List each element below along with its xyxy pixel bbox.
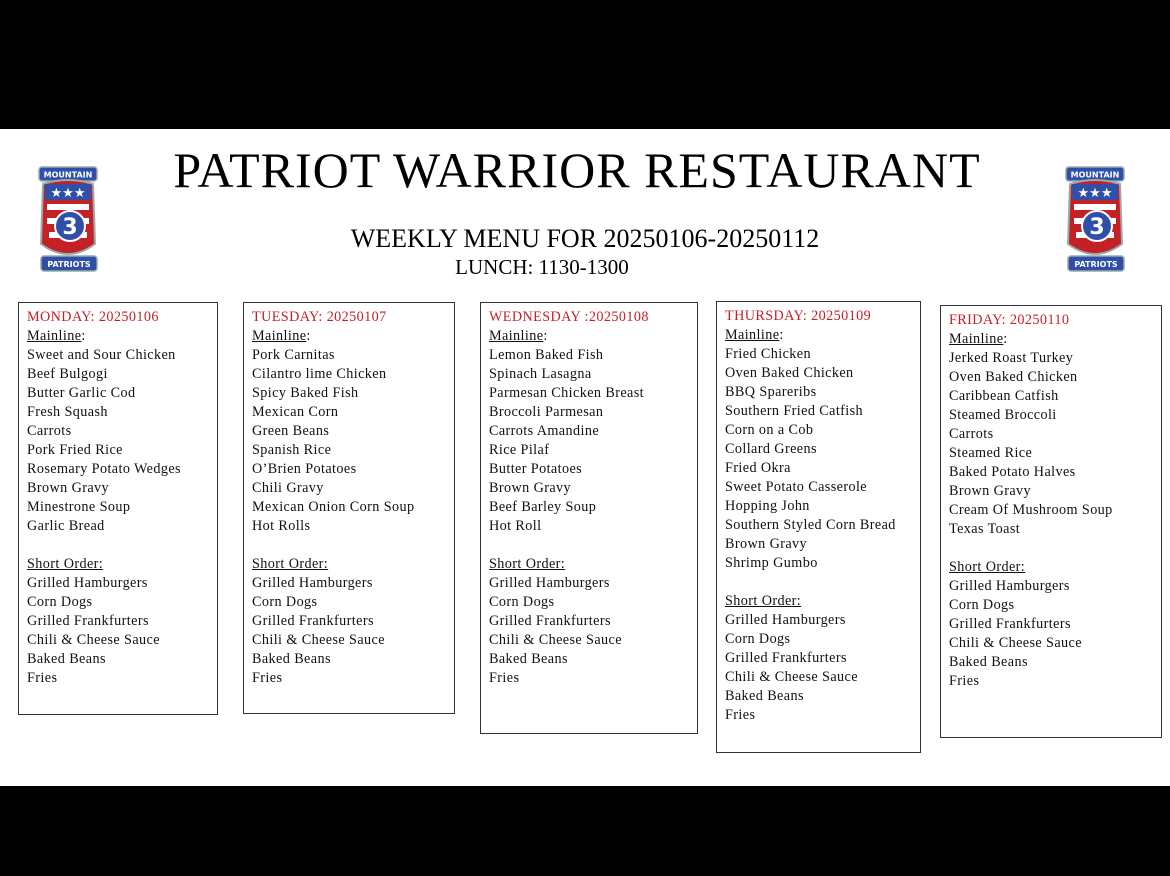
day-title: TUESDAY: 20250107 bbox=[252, 309, 387, 325]
mainline-item: Garlic Bread bbox=[27, 518, 105, 534]
short-order-label: Short Order: bbox=[725, 593, 802, 609]
section-gap bbox=[725, 573, 920, 592]
mainline-label: Mainline bbox=[252, 328, 307, 344]
section-gap bbox=[252, 536, 454, 555]
mainline-item: Steamed Rice bbox=[949, 445, 1033, 461]
day-title: WEDNESDAY :20250108 bbox=[489, 309, 649, 325]
short-order-label: Short Order: bbox=[27, 556, 104, 572]
mainline-item: Steamed Broccoli bbox=[949, 407, 1057, 423]
badge-number: 3 bbox=[1089, 215, 1105, 240]
svg-text:★★★: ★★★ bbox=[1077, 186, 1113, 201]
mainline-item: Southern Styled Corn Bread bbox=[725, 517, 896, 533]
day-column-friday bbox=[940, 305, 1162, 738]
section-gap bbox=[489, 536, 697, 555]
mainline-item: Mexican Corn bbox=[252, 404, 339, 420]
mainline-label: Mainline bbox=[489, 328, 544, 344]
mainline-item: Chili Gravy bbox=[252, 480, 324, 496]
mainline-item: Carrots bbox=[949, 426, 994, 442]
short-order-item: Baked Beans bbox=[252, 651, 331, 667]
mainline-item: O’Brien Potatoes bbox=[252, 461, 357, 477]
mainline-item: Jerked Roast Turkey bbox=[949, 350, 1074, 366]
short-order-item: Chili & Cheese Sauce bbox=[725, 669, 858, 685]
weekly-menu-subtitle: WEEKLY MENU FOR 20250106-20250112 bbox=[350, 224, 820, 253]
short-order-item: Fries bbox=[252, 670, 283, 686]
mainline-item: Pork Carnitas bbox=[252, 347, 335, 363]
mainline-item: Rice Pilaf bbox=[489, 442, 550, 458]
mainline-item: Hopping John bbox=[725, 498, 810, 514]
mainline-item: Oven Baked Chicken bbox=[725, 365, 854, 381]
short-order-item: Corn Dogs bbox=[725, 631, 791, 647]
mainline-label: Mainline bbox=[949, 331, 1004, 347]
short-order-item: Chili & Cheese Sauce bbox=[252, 632, 385, 648]
mainline-item: Butter Potatoes bbox=[489, 461, 583, 477]
mainline-item: Oven Baked Chicken bbox=[949, 369, 1078, 385]
day-title: THURSDAY: 20250109 bbox=[725, 308, 872, 324]
short-order-heading bbox=[489, 555, 697, 574]
short-order-label: Short Order: bbox=[489, 556, 566, 572]
mainline-item: Hot Rolls bbox=[252, 518, 311, 534]
mainline-heading: Mainline: bbox=[489, 328, 548, 344]
mainline-item: Sweet Potato Casserole bbox=[725, 479, 867, 495]
short-order-item: Chili & Cheese Sauce bbox=[27, 632, 160, 648]
mainline-item: Pork Fried Rice bbox=[27, 442, 123, 458]
mainline-item: Lemon Baked Fish bbox=[489, 347, 604, 363]
mainline-item: Collard Greens bbox=[725, 441, 817, 457]
short-order-item: Grilled Frankfurters bbox=[252, 613, 374, 629]
mainline-item: Minestrone Soup bbox=[27, 499, 131, 515]
mainline-item: Spinach Lasagna bbox=[489, 366, 592, 382]
mainline-heading: Mainline: bbox=[949, 331, 1008, 347]
short-order-heading bbox=[27, 555, 217, 574]
short-order-item: Grilled Hamburgers bbox=[27, 575, 148, 591]
short-order-item: Chili & Cheese Sauce bbox=[949, 635, 1082, 651]
section-gap bbox=[27, 536, 217, 555]
mainline-item: Brown Gravy bbox=[949, 483, 1032, 499]
day-column-tuesday bbox=[243, 302, 455, 714]
short-order-item: Fries bbox=[949, 673, 980, 689]
mainline-item: Carrots Amandine bbox=[489, 423, 600, 439]
badge-top-text: MOUNTAIN bbox=[43, 170, 93, 180]
lunch-hours: LUNCH: 1130-1300 bbox=[455, 255, 629, 279]
mainline-item: Butter Garlic Cod bbox=[27, 385, 136, 401]
mainline-item: Beef Barley Soup bbox=[489, 499, 597, 515]
short-order-label: Short Order: bbox=[949, 559, 1026, 575]
badge-number: 3 bbox=[62, 215, 78, 240]
mainline-item: Spanish Rice bbox=[252, 442, 332, 458]
mainline-item: Beef Bulgogi bbox=[27, 366, 108, 382]
mainline-label: Mainline bbox=[27, 328, 82, 344]
short-order-item: Corn Dogs bbox=[252, 594, 318, 610]
short-order-heading bbox=[252, 555, 454, 574]
short-order-heading bbox=[725, 592, 920, 611]
mainline-item: Brown Gravy bbox=[489, 480, 572, 496]
section-gap bbox=[949, 539, 1161, 558]
short-order-item: Grilled Hamburgers bbox=[949, 578, 1070, 594]
day-title: FRIDAY: 20250110 bbox=[949, 312, 1070, 328]
day-title: MONDAY: 20250106 bbox=[27, 309, 159, 325]
short-order-item: Corn Dogs bbox=[27, 594, 93, 610]
mainline-heading: Mainline: bbox=[27, 328, 86, 344]
badge-bottom-text: PATRIOTS bbox=[47, 260, 91, 269]
mainline-item: Hot Roll bbox=[489, 518, 542, 534]
short-order-item: Grilled Frankfurters bbox=[949, 616, 1071, 632]
short-order-item: Grilled Frankfurters bbox=[489, 613, 611, 629]
short-order-item: Corn Dogs bbox=[489, 594, 555, 610]
mainline-item: Brown Gravy bbox=[725, 536, 808, 552]
mainline-heading: Mainline: bbox=[725, 327, 784, 343]
mainline-item: Carrots bbox=[27, 423, 72, 439]
mainline-item: Shrimp Gumbo bbox=[725, 555, 818, 571]
mainline-item: Fried Okra bbox=[725, 460, 791, 476]
mainline-item: Southern Fried Catfish bbox=[725, 403, 864, 419]
short-order-item: Fries bbox=[27, 670, 58, 686]
page-title: PATRIOT WARRIOR RESTAURANT bbox=[173, 142, 981, 198]
mainline-item: Sweet and Sour Chicken bbox=[27, 347, 176, 363]
badge-top-text: MOUNTAIN bbox=[1070, 170, 1120, 180]
short-order-label: Short Order: bbox=[252, 556, 329, 572]
mainline-item: BBQ Spareribs bbox=[725, 384, 817, 400]
mainline-item: Broccoli Parmesan bbox=[489, 404, 604, 420]
mainline-item: Spicy Baked Fish bbox=[252, 385, 359, 401]
badge-bottom-text: PATRIOTS bbox=[1074, 260, 1118, 269]
mainline-item: Baked Potato Halves bbox=[949, 464, 1076, 480]
short-order-item: Baked Beans bbox=[489, 651, 568, 667]
mainline-item: Parmesan Chicken Breast bbox=[489, 385, 644, 401]
mainline-item: Brown Gravy bbox=[27, 480, 110, 496]
day-column-thursday bbox=[716, 301, 921, 753]
short-order-item: Baked Beans bbox=[27, 651, 106, 667]
mainline-item: Green Beans bbox=[252, 423, 330, 439]
short-order-item: Chili & Cheese Sauce bbox=[489, 632, 622, 648]
mainline-item: Fried Chicken bbox=[725, 346, 811, 362]
short-order-item: Fries bbox=[489, 670, 520, 686]
short-order-item: Fries bbox=[725, 707, 756, 723]
mainline-item: Corn on a Cob bbox=[725, 422, 814, 438]
short-order-item: Grilled Hamburgers bbox=[725, 612, 846, 628]
svg-text:★★★: ★★★ bbox=[50, 186, 86, 201]
short-order-item: Grilled Hamburgers bbox=[252, 575, 373, 591]
mainline-item: Cilantro lime Chicken bbox=[252, 366, 387, 382]
short-order-item: Grilled Hamburgers bbox=[489, 575, 610, 591]
mainline-item: Fresh Squash bbox=[27, 404, 108, 420]
short-order-item: Grilled Frankfurters bbox=[27, 613, 149, 629]
mainline-item: Texas Toast bbox=[949, 521, 1021, 537]
day-column-wednesday bbox=[480, 302, 698, 734]
mainline-heading: Mainline: bbox=[252, 328, 311, 344]
mainline-item: Cream Of Mushroom Soup bbox=[949, 502, 1113, 518]
mainline-item: Caribbean Catfish bbox=[949, 388, 1059, 404]
short-order-item: Corn Dogs bbox=[949, 597, 1015, 613]
mainline-item: Rosemary Potato Wedges bbox=[27, 461, 181, 477]
day-column-monday bbox=[18, 302, 218, 715]
short-order-item: Baked Beans bbox=[949, 654, 1028, 670]
short-order-item: Grilled Frankfurters bbox=[725, 650, 847, 666]
short-order-item: Baked Beans bbox=[725, 688, 804, 704]
mainline-label: Mainline bbox=[725, 327, 780, 343]
short-order-heading bbox=[949, 558, 1161, 577]
mainline-item: Mexican Onion Corn Soup bbox=[252, 499, 415, 515]
